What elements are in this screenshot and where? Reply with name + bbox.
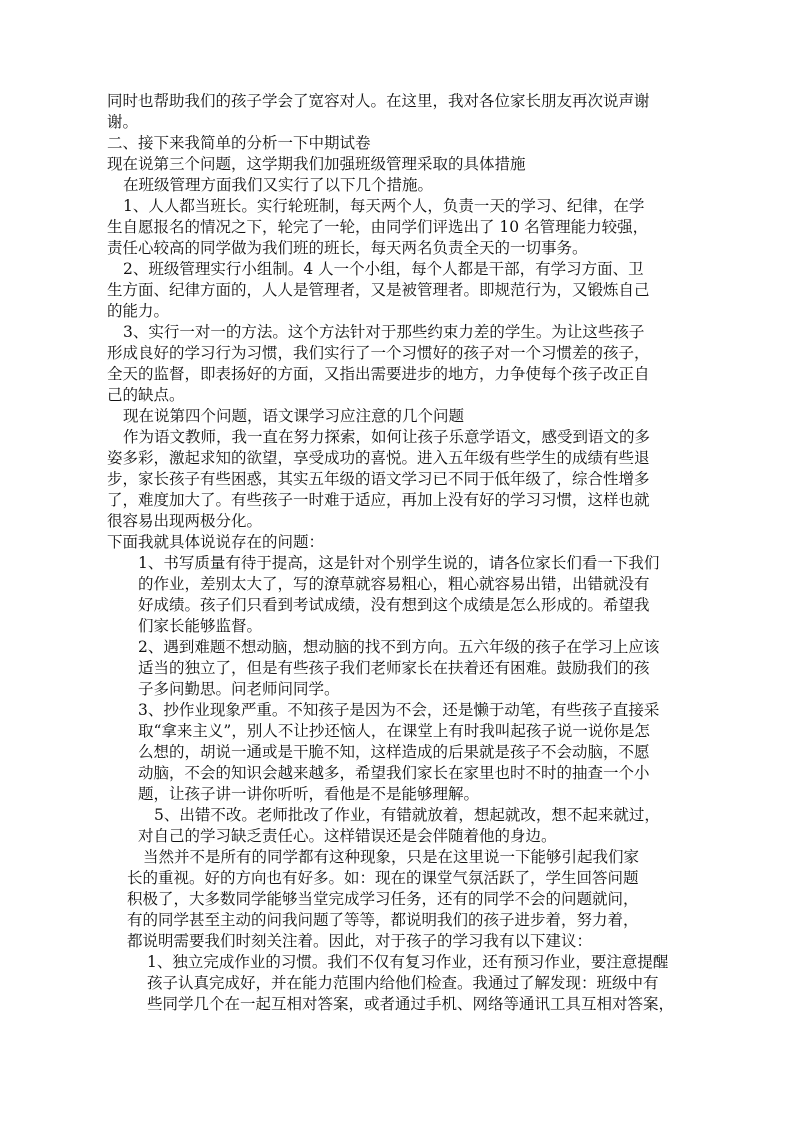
text-line: 责任心较高的同学做为我们班的班长，每天两名负责全天的一切事务。 xyxy=(107,239,588,257)
text-line: 作为语文教师，我一直在努力探索，如何让孩子乐意学语文，感受到语文的多 xyxy=(123,428,651,446)
text-line: 姿多彩，激起求知的欲望，享受成功的喜悦。进入五年级有些学生的成绩有些退 xyxy=(107,449,650,467)
list-item: 1、书写质量有待于提高，这是针对个别学生说的，请各位家长们看一下我们 xyxy=(138,554,660,572)
text-line: 全天的监督，即表扬好的方面，又指出需要进步的地方，力争使每个孩子改正自 xyxy=(107,365,650,383)
text-line: 己的缺点。 xyxy=(107,386,185,404)
section-heading: 下面我就具体说说存在的问题： xyxy=(107,533,325,551)
text-line: 孩子认真完成好，并在能力范围内给他们检查。我通过了解发现：班级中有 xyxy=(147,974,659,992)
text-line: 子多问勤思。问老师问同学。 xyxy=(138,680,340,698)
text-line: 取“拿来主义”，别人不让抄还恼人，在课堂上有时我叫起孩子说一说你是怎 xyxy=(138,722,650,740)
text-line: 题，让孩子讲一讲你听听，看他是不是能够理解。 xyxy=(138,785,480,803)
text-line: 的作业，差别太大了，写的潦草就容易粗心，粗心就容易出错，出错就没有 xyxy=(138,575,650,593)
text-line: 很容易出现两极分化。 xyxy=(107,512,263,530)
text-line: 好成绩。孩子们只看到考试成绩，没有想到这个成绩是怎么形成的。希望我 xyxy=(138,596,650,614)
text-line: 同时也帮助我们的孩子学会了宽容对人。在这里，我对各位家长朋友再次说声谢 xyxy=(107,92,650,110)
text-line: 些同学几个在一起互相对答案，或者通过手机、网络等通讯工具互相对答案， xyxy=(147,995,675,1013)
text-line: 形成良好的学习行为习惯，我们实行了一个习惯好的孩子对一个习惯差的孩子， xyxy=(107,344,650,362)
text-line: 生方面、纪律方面的，人人是管理者，又是被管理者。即规范行为，又锻炼自己 xyxy=(107,281,650,299)
list-item: 1、独立完成作业的习惯。我们不仅有复习作业，还有预习作业，要注意提醒 xyxy=(147,953,669,971)
text-line: 都说明需要我们时刻关注着。因此，对于孩子的学习我有以下建议： xyxy=(127,932,593,950)
section-heading: 现在说第三个问题，这学期我们加强班级管理采取的具体措施 xyxy=(107,155,526,173)
text-line: 的能力。 xyxy=(107,302,170,320)
list-item: 3、抄作业现象严重。不知孩子是因为不会，还是懒于动笔，有些孩子直接采 xyxy=(138,701,660,719)
text-line: 适当的独立了，但是有些孩子我们老师家长在扶着还有困难。鼓励我们的孩 xyxy=(138,659,650,677)
list-item: 3、实行一对一的方法。这个方法针对于那些约束力差的学生。为让这些孩子 xyxy=(123,323,645,341)
text-line: 们家长能够监督。 xyxy=(138,617,263,635)
text-line: 了，难度加大了。有些孩子一时难于适应，再加上没有好的学习习惯，这样也就 xyxy=(107,491,650,509)
list-item: 2、班级管理实行小组制。4 人一个小组，每个人都是干部，有学习方面、卫 xyxy=(123,260,644,278)
list-item: 1、人人都当班长。实行轮班制，每天两个人，负责一天的学习、纪律，在学 xyxy=(123,197,645,215)
text-line: 有的同学甚至主动的问我问题了等等，都说明我们的孩子进步着，努力着， xyxy=(127,911,639,929)
text-line: 动脑，不会的知识会越来越多，希望我们家长在家里也时不时的抽查一个小 xyxy=(138,764,650,782)
text-line: 积极了，大多数同学能够当堂完成学习任务，还有的同学不会的问题就问， xyxy=(127,890,639,908)
text-line: 长的重视。好的方向也有好多。如：现在的课堂气氛活跃了，学生回答问题 xyxy=(127,869,639,887)
text-line: 么想的，胡说一通或是干脆不知，这样造成的后果就是孩子不会动脑，不愿 xyxy=(138,743,650,761)
list-item: 5、出错不改。老师批改了作业，有错就放着，想起就改，想不起来就过， xyxy=(154,806,660,824)
text-line: 当然并不是所有的同学都有这种现象，只是在这里说一下能够引起我们家 xyxy=(143,848,640,866)
document-page xyxy=(107,91,689,1015)
section-heading: 现在说第四个问题，语文课学习应注意的几个问题 xyxy=(123,407,465,425)
text-line: 在班级管理方面我们又实行了以下几个措施。 xyxy=(123,176,434,194)
text-line: 步，家长孩子有些困惑，其实五年级的语文学习已不同于低年级了，综合性增多 xyxy=(107,470,650,488)
text-line: 生自愿报名的情况之下，轮完了一轮，由同学们评选出了 10 名管理能力较强， xyxy=(107,218,649,236)
text-line: 谢。 xyxy=(107,113,139,131)
section-heading: 二、接下来我简单的分析一下中期试卷 xyxy=(107,134,371,152)
text-line: 对自己的学习缺乏责任心。这样错误还是会伴随着他的身边。 xyxy=(138,827,557,845)
list-item: 2、遇到难题不想动脑，想动脑的找不到方向。五六年级的孩子在学习上应该 xyxy=(138,638,660,656)
